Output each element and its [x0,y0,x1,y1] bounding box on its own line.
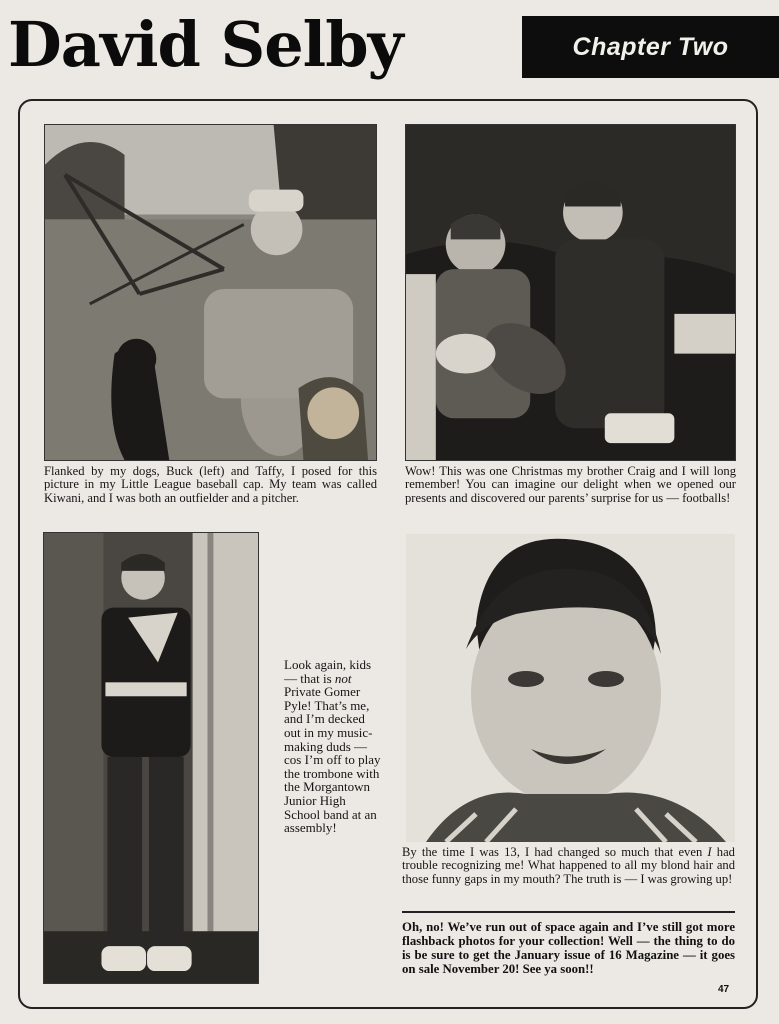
divider-rule [402,911,735,913]
photo-christmas [405,124,736,461]
caption-band-text-a: Look again, kids — that is [284,657,372,686]
caption-band-emphasis: not [334,670,352,686]
page-number: 47 [718,984,730,995]
caption-band-uniform [284,658,384,835]
caption-age13-text-a: By the time I was 13, I had changed so much that even [402,845,708,859]
photo-band-uniform [43,532,259,984]
caption-age13 [402,846,735,886]
caption-age13-text-b: had trouble recognizing me! What happened to all my blond hair and those funny gaps in my mouth? The truth is — I was growing up! [402,845,735,886]
caption-band-text-b: Private Gomer Pyle! That’s me, and I’m decked out in my music-making duds — cos I’m off to play the trombone with the Morgantown Junior High School band at an assembly! [284,684,381,836]
photo-portrait-age13 [406,534,735,842]
caption-age13-emphasis: I [707,845,712,859]
photo-dogs [44,124,377,461]
chapter-label: Chapter Two [522,16,779,78]
page-title: David Selby [8,8,403,81]
caption-dogs: Flanked by my dogs, Buck (left) and Taffy, I posed for this picture in my Little League baseball cap. My team was called Kiwani, and I was both an outfielder and a pitcher. [44,464,377,505]
promo-text: Oh, no! We’ve run out of space again and I’ve still got more flashback photos for your collection! Well — the thing to do is be sure to get the January issue of 16 Magazine — it goes on sale November 20! See ya soon!! [402,920,735,976]
caption-christmas: Wow! This was one Christmas my brother Craig and I will long remember! You can imagine our delight when we opened our presents and discovered our parents’ surprise for us — footballs! [405,464,736,505]
